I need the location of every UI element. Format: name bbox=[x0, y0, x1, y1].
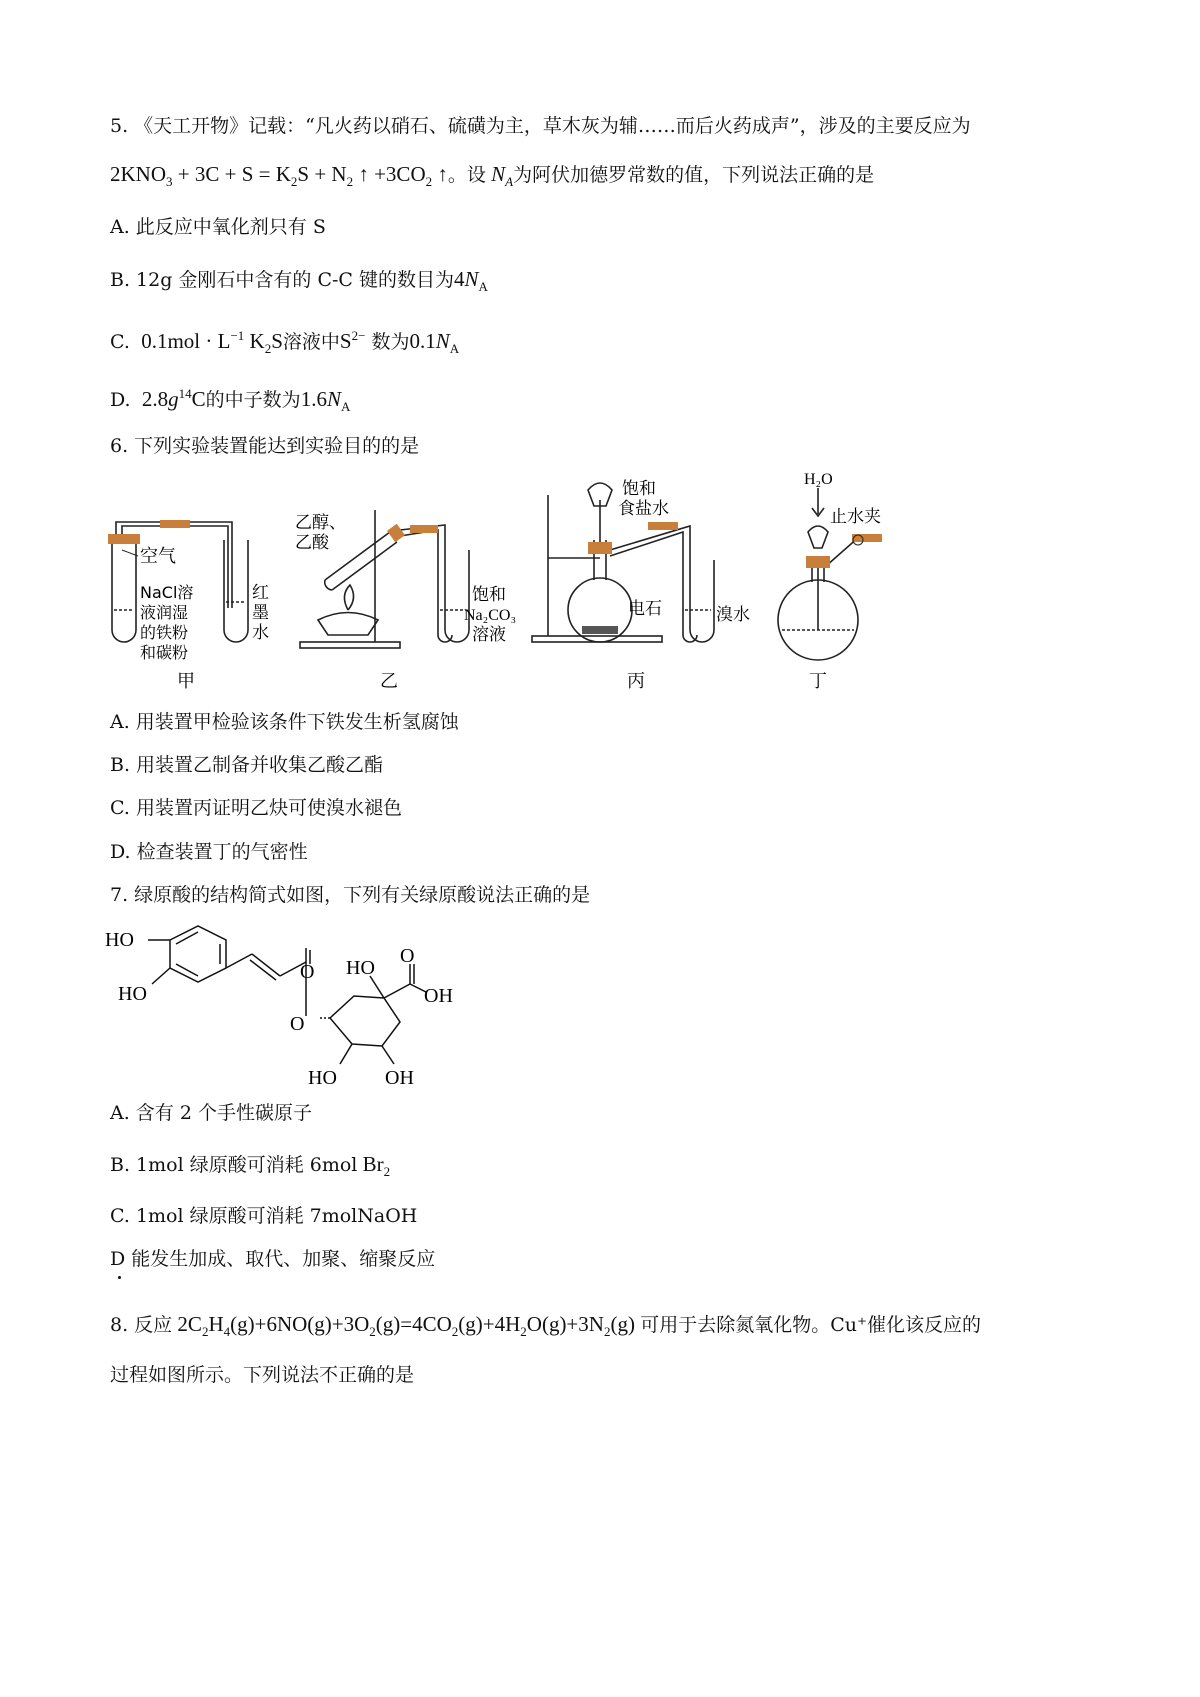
q5-option-b bbox=[110, 265, 488, 301]
stopper-ding bbox=[806, 556, 830, 568]
q5-option-a: A. 此反应中氧化剂只有 S bbox=[110, 216, 326, 238]
stopper-bing bbox=[588, 542, 612, 554]
struct-ho-4: HO bbox=[308, 1067, 337, 1089]
label-nacl-3: 的铁粉 bbox=[140, 623, 189, 642]
label-ink-2: 墨 bbox=[252, 603, 269, 623]
q5-option-d-mid: 的中子数为 bbox=[205, 389, 301, 411]
q5-eq-tail: 。设 bbox=[447, 164, 486, 186]
q7-option-b-br2: $Br_2$ bbox=[357, 1152, 391, 1179]
q5-stem: 5. 《天工开物》记载：“凡火药以硝石、硫磺为主，草木灰为辅……而后火药成声”，涉及的主要反应为 bbox=[110, 115, 971, 137]
struct-ho-1: HO bbox=[105, 929, 134, 951]
q8-stem-line1 bbox=[110, 1310, 981, 1346]
q7-option-b-text: B. 1mol 绿原酸可消耗 6mol bbox=[110, 1154, 358, 1176]
q5-eq-tail2: 为阿伏加德罗常数的值，下列说法正确的是 bbox=[513, 164, 875, 186]
q6-option-c: C. 用装置丙证明乙炔可使溴水褪色 bbox=[110, 797, 402, 819]
q8-equation: $2C_2H_4(g)+6NO(g)+3O_2(g)=4CO_2(g)+4H_2O(g)+3N_2(g)$ bbox=[172, 1312, 641, 1339]
label-nacl-2: 液润湿 bbox=[140, 603, 189, 622]
stopper-yi bbox=[387, 524, 405, 542]
q5-option-d-label: D. bbox=[110, 389, 131, 411]
label-sat-1: 饱和 bbox=[472, 585, 506, 605]
q5-equation: $2KNO_3 + 3C + S = K_2S + N_2$ ↑ $+3CO_2$ ↑ bbox=[110, 162, 448, 189]
struct-o-ester: O bbox=[290, 1013, 305, 1035]
stopper-jia bbox=[108, 534, 140, 544]
rubber-tube-yi bbox=[410, 525, 438, 533]
label-nacl-4: 和碳粉 bbox=[140, 643, 189, 662]
q5-option-b-value: $4N_A$ bbox=[454, 267, 488, 294]
label-h2o: H₂O bbox=[804, 471, 833, 488]
q6-option-a: A. 用装置甲检验该条件下铁发生析氢腐蚀 bbox=[110, 711, 459, 733]
q7-option-a: A. 含有 2 个手性碳原子 bbox=[110, 1102, 312, 1124]
q5-option-d-mass: $2.8g^{14}C$ bbox=[136, 386, 206, 411]
na-symbol: $N_A$ bbox=[485, 162, 514, 189]
q6-stem: 6. 下列实验装置能达到实验目的的是 bbox=[110, 435, 420, 457]
calcium-carbide bbox=[582, 626, 618, 634]
struct-ho-2: HO bbox=[118, 983, 147, 1005]
rubber-tube-jia bbox=[160, 520, 190, 528]
q6-option-b: B. 用装置乙制备并收集乙酸乙酯 bbox=[110, 754, 384, 776]
label-ethanol: 乙醇、 bbox=[295, 513, 346, 533]
caption-ding: 丁 bbox=[809, 671, 827, 692]
q5-option-c-ion: $S^{2-}$ bbox=[339, 328, 366, 353]
stray-dot bbox=[118, 1276, 121, 1279]
label-bromine-water: 溴水 bbox=[716, 605, 750, 625]
q5-option-c-conc: $0.1mol \cdot L^{-1}$ $K_2S$ bbox=[135, 328, 283, 356]
q7-option-b bbox=[110, 1150, 390, 1186]
label-ink-3: 水 bbox=[252, 623, 269, 643]
label-sat-3: 溶液 bbox=[472, 625, 506, 645]
caption-jia: 甲 bbox=[177, 671, 195, 692]
q8-stem-line2: 过程如图所示。下列说法不正确的是 bbox=[110, 1364, 415, 1386]
label-air: 空气 bbox=[140, 546, 176, 567]
q8-stem-post: 可用于去除氮氧化物。Cu⁺催化该反应的 bbox=[640, 1314, 982, 1336]
caption-bing: 丙 bbox=[627, 671, 645, 692]
q5-option-c-mid2: 数为 bbox=[371, 331, 410, 353]
q5-option-c-mid: 溶液中 bbox=[282, 331, 340, 353]
q5-option-d-value: $1.6N_A$ bbox=[300, 387, 351, 414]
struct-o-carbonyl: O bbox=[300, 961, 315, 983]
label-sat-brine-2: 食盐水 bbox=[618, 499, 669, 519]
struct-oh-acid: OH bbox=[424, 985, 453, 1007]
q5-option-c-value: $0.1N_A$ bbox=[409, 329, 460, 356]
q6-option-d: D. 检查装置丁的气密性 bbox=[110, 841, 308, 863]
q5-equation-line bbox=[110, 160, 874, 196]
q7-option-d: D 能发生加成、取代、加聚、缩聚反应 bbox=[110, 1248, 436, 1270]
label-water-clip: 止水夹 bbox=[830, 507, 881, 527]
label-sat-brine-1: 饱和 bbox=[622, 479, 656, 499]
chlorogenic-acid-structure bbox=[100, 918, 480, 1093]
struct-o-acid: O bbox=[400, 945, 415, 967]
label-ink-1: 红 bbox=[252, 583, 269, 603]
q8-stem-pre: 8. 反应 bbox=[110, 1314, 173, 1336]
label-carbide: 电石 bbox=[628, 599, 662, 619]
label-nacl-1: NaCl溶 bbox=[140, 583, 194, 602]
q5-option-c bbox=[110, 322, 459, 363]
rubber-tube-bing bbox=[648, 522, 678, 530]
q5-option-c-label: C. bbox=[110, 331, 130, 353]
q7-option-c: C. 1mol 绿原酸可消耗 7molNaOH bbox=[110, 1205, 418, 1227]
label-sat-2: Na₂CO₃ bbox=[464, 607, 517, 624]
struct-oh-5: OH bbox=[385, 1067, 414, 1089]
q5-option-b-text: B. 12g 金刚石中含有的 C-C 键的数目为 bbox=[110, 269, 454, 291]
struct-ho-3: HO bbox=[346, 957, 375, 979]
q5-option-d bbox=[110, 380, 350, 421]
caption-yi: 乙 bbox=[380, 671, 398, 692]
q6-apparatus-figure bbox=[100, 470, 1000, 700]
label-acetic: 乙酸 bbox=[295, 533, 329, 553]
q7-stem: 7. 绿原酸的结构简式如图，下列有关绿原酸说法正确的是 bbox=[110, 884, 591, 906]
